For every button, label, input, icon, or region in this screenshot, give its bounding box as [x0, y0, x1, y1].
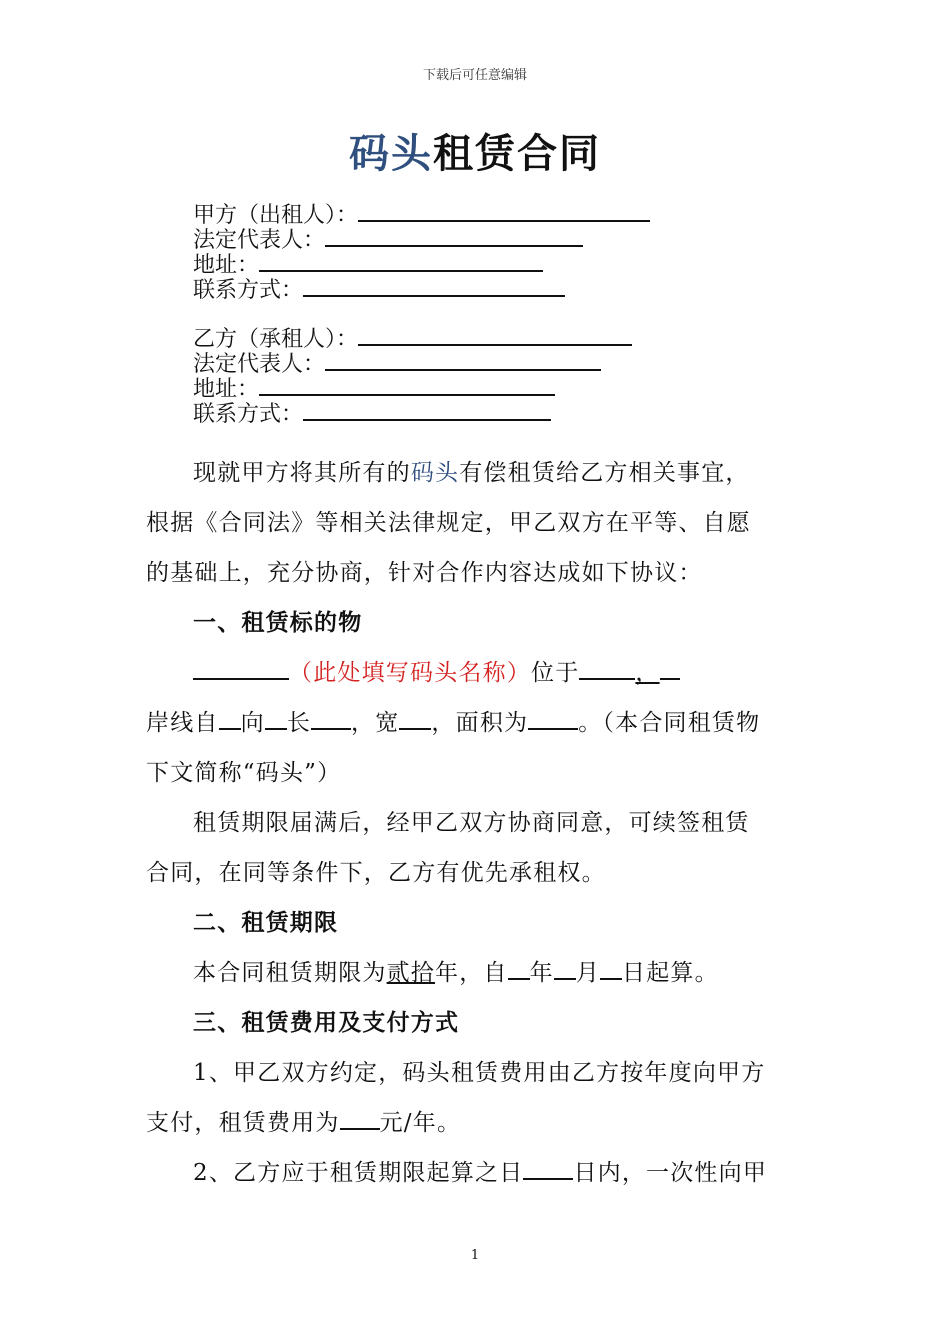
party-a-address-blank[interactable]: [259, 250, 543, 272]
fee-label: 支付，租赁费用为: [146, 1110, 340, 1136]
length-blank[interactable]: [311, 706, 351, 730]
fee-unit: 元/年。: [379, 1110, 462, 1136]
party-b-contact-label: 联系方式：: [193, 402, 304, 427]
payment-deadline-label: 2、乙方应于租赁期限起算之日: [193, 1160, 524, 1186]
title-part-2: 租赁合同: [433, 131, 601, 177]
party-b-block: [193, 324, 632, 427]
party-b-contact-row: [193, 399, 632, 427]
section-1-heading: 一、租赁标的物: [193, 610, 363, 636]
party-a-contact-blank[interactable]: [303, 275, 565, 297]
party-a-address-row: [193, 250, 650, 278]
party-b-rep-label: 法定代表人：: [193, 352, 326, 377]
section-3-heading: 三、租赁费用及支付方式: [193, 1010, 460, 1036]
section-1-line-3: 下文简称“码头”）: [146, 760, 342, 786]
party-a-lessor-blank[interactable]: [358, 200, 650, 222]
document-title: [0, 122, 950, 179]
section-2-line: [193, 948, 853, 998]
location-blank-2[interactable]: [660, 656, 680, 680]
item-1-line-2: [146, 1098, 806, 1148]
width-blank[interactable]: [399, 706, 431, 730]
party-a-block: [193, 200, 650, 303]
party-b-rep-row: [193, 349, 632, 377]
party-a-rep-blank[interactable]: [325, 225, 583, 247]
party-a-lessor-label: 甲方（出租人）：: [193, 203, 359, 228]
party-b-address-label: 地址：: [193, 377, 260, 402]
party-b-contact-blank[interactable]: [303, 399, 551, 421]
party-b-address-row: [193, 374, 632, 402]
shorthand-note: 。（本合同租赁物: [578, 710, 761, 736]
intro-line-3: 的基础上，充分协商，针对合作内容达成如下协议：: [146, 560, 703, 586]
payment-continued-text: 日内，一次性向甲: [573, 1160, 768, 1186]
fill-hint-text: （此处填写码头名称）: [289, 660, 531, 686]
start-day-blank[interactable]: [600, 956, 622, 980]
header-note: 下载后可任意编辑: [422, 68, 527, 83]
intro-text-c: 有偿租赁给乙方相关事宜，: [459, 460, 750, 486]
party-b-lessee-row: [193, 324, 632, 352]
page-number: 1: [470, 1248, 480, 1263]
width-label: ，宽: [351, 710, 400, 736]
renew-line-2: 合同，在同等条件下，乙方有优先承租权。: [146, 860, 606, 886]
term-label: 本合同租赁期限为: [193, 960, 387, 986]
section-2-heading: 二、租赁期限: [193, 910, 339, 936]
party-b-lessee-blank[interactable]: [358, 324, 632, 346]
shoreline-from-label: 岸线自: [146, 710, 219, 736]
item-1-line-1: 1、甲乙双方约定，码头租赁费用由乙方按年度向甲方: [193, 1060, 766, 1086]
party-a-address-label: 地址：: [193, 253, 260, 278]
section-1-line-1: [193, 648, 853, 698]
located-label: 位于: [531, 660, 580, 686]
intro-line-2: 根据《合同法》等相关法律规定，甲乙双方在平等、自愿: [146, 510, 751, 536]
party-a-rep-row: [193, 225, 650, 253]
location-comma: ，: [635, 660, 660, 686]
year-label: 年: [529, 960, 554, 986]
wharf-name-blank[interactable]: [193, 656, 289, 680]
party-a-lessor-row: [193, 200, 650, 228]
shoreline-to-blank[interactable]: [265, 706, 287, 730]
intro-text-wharf: 码头: [410, 460, 460, 486]
section-1-line-2: [146, 698, 806, 748]
day-label: 日起算。: [622, 960, 719, 986]
fee-blank[interactable]: [340, 1106, 380, 1130]
start-month-blank[interactable]: [554, 956, 576, 980]
area-label: ，面积为: [431, 710, 529, 736]
intro-line-1: [193, 448, 853, 498]
area-blank[interactable]: [528, 706, 578, 730]
term-years: 贰拾: [386, 960, 436, 986]
length-label: 长: [286, 710, 312, 736]
location-blank[interactable]: [579, 656, 635, 680]
shoreline-from-blank[interactable]: [219, 706, 241, 730]
item-2-line-1: [193, 1148, 853, 1198]
term-from-label: 年，自: [435, 960, 508, 986]
party-a-contact-row: [193, 275, 650, 303]
intro-text-a: 现就甲方将其所有的: [193, 460, 411, 486]
renew-line-1: 租赁期限届满后，经甲乙双方协商同意，可续签租赁: [193, 810, 750, 836]
party-b-address-blank[interactable]: [259, 374, 555, 396]
title-part-1: 码头: [349, 131, 433, 177]
payment-days-blank[interactable]: [523, 1156, 573, 1180]
party-a-contact-label: 联系方式：: [193, 278, 304, 303]
shoreline-to-label: 向: [240, 710, 265, 736]
party-a-rep-label: 法定代表人：: [193, 228, 326, 253]
start-year-blank[interactable]: [508, 956, 530, 980]
month-label: 月: [575, 960, 601, 986]
party-b-rep-blank[interactable]: [325, 349, 601, 371]
party-b-lessee-label: 乙方（承租人）：: [193, 327, 359, 352]
